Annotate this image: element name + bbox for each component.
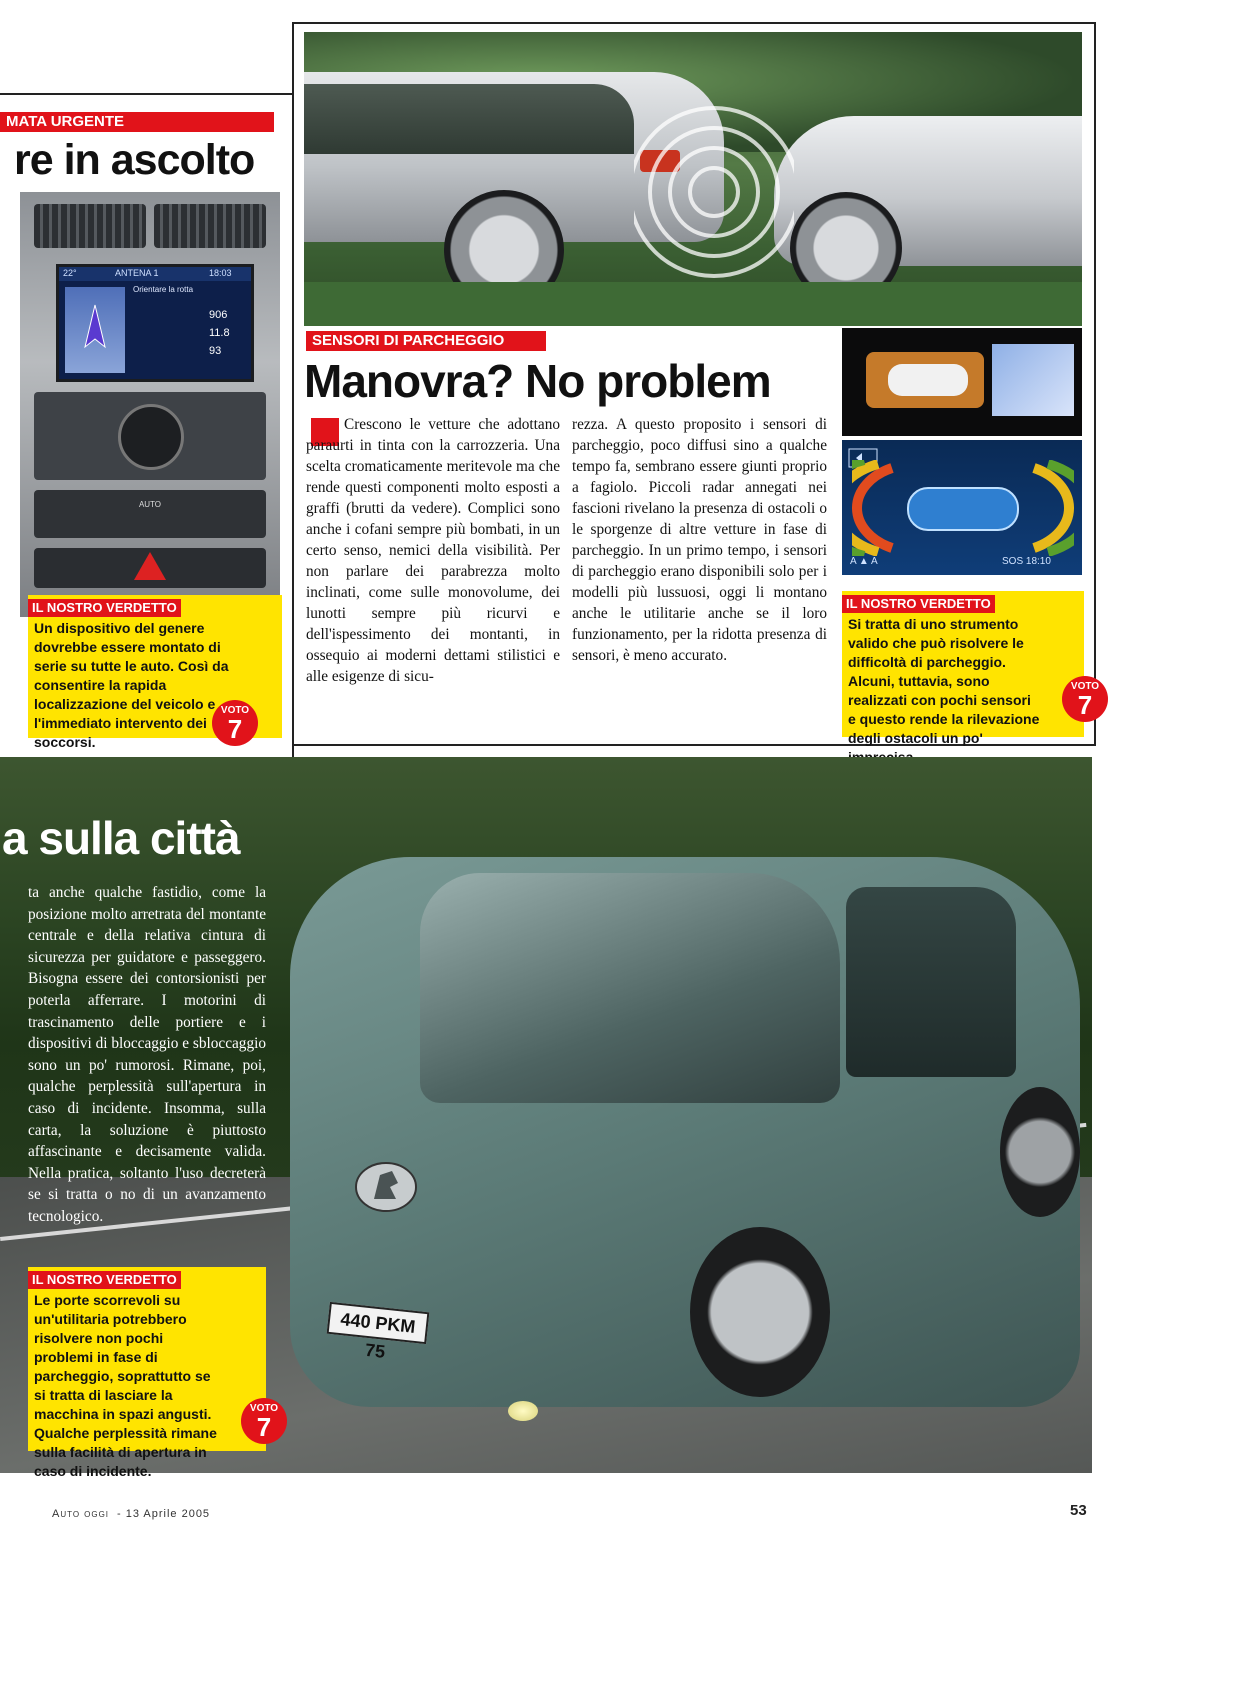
verdict-text: Le porte scorrevoli su un'utilitaria potrebbero risolvere non pochi problemi in fase di parcheggio, soprattutto se si tratta di lasciare la macchina in spazi angusti. Qualche perplessità rimane sulla facilità di apertura in caso di incidente. [34, 1292, 217, 1479]
sensor-arcs-graphic [852, 460, 1074, 556]
page-number: 53 [1070, 1502, 1087, 1519]
footer-date: - 13 Aprile 2005 [117, 1508, 211, 1520]
voto-value: 7 [256, 1412, 272, 1442]
wheel [1000, 1087, 1080, 1217]
parking-cars-photo [304, 32, 1082, 326]
parking-column-1 [306, 414, 560, 687]
parking-col1-text: Crescono le vetture che adottano paraurti in tinta con la carrozzeria. Una scelta cromaticamente meritevole ma che rende questi componenti molto esposti a graffi (brutti da vedere). Complici sono anche i cofani sempre più bombati, in un certo senso, nemici della visibilità. Per non parlare dei parabrezza molto inclinati, come sulle monovolume, dei lunotti sempre più ricurvi e dell'ispessimento dei montanti, in ossequio ai moderni dettami stilistici e alle esigenze di sicu- [306, 416, 560, 685]
left-box-headline: re in ascolto [14, 136, 255, 184]
compass-arrow-icon [65, 287, 125, 373]
parking-col2-text: rezza. A questo proposito i sensori di parcheggio, poco diffusi sino a qualche tempo fa, sembrano essere giunti proprio a fagiolo. Piccoli radar annegati nei fascioni rivelano la presenza di ostacoli o le sporgenze di altre vetture in fase di parcheggio. In un primo tempo, i sensori di parcheggio erano disponibili solo per i modelli più lussuosi, oggi li montano anche le utilitarie anche se il loro funzionamento, per la ridotta presenza di sensori, è meno accurato. [572, 416, 827, 664]
navigation-screen [56, 264, 254, 382]
dashboard-photo [20, 192, 280, 617]
footer-magazine: Auto oggi [52, 1508, 110, 1520]
parking-headline: Manovra? No problem [304, 355, 771, 407]
climate-auto-button: AUTO [138, 500, 162, 509]
city-body-text: ta anche qualche fastidio, come la posizione molto arretrata del montante centrale e della relativa cintura di sicurezza per guidatore e passeggero. Bisogna essere dei contorsionisti per poterla afferrare. I motorini di trascinamento delle portiere e i dispositivi di bloccaggio e sbloccaggio sono un po' rumorosi. Rimane, poi, qualche perplessità sull'apertura in caso di incidente. Insomma, sulla carta, la soluzione è piuttosto affascinante e decisamente valida. Nella pratica, soltanto l'uso decreterà se si tratta o no di un avanzamento tecnologico. [28, 884, 266, 1225]
voto-label: VOTO [220, 705, 250, 716]
air-vent [154, 204, 266, 248]
road-grass [304, 282, 1082, 326]
verdict-label: IL NOSTRO VERDETTO [28, 599, 181, 617]
air-vent [34, 204, 146, 248]
parking-column-2 [572, 414, 827, 666]
verdict-text: Si tratta di uno strumento valido che può risolvere le difficoltà di parcheggio. Alcuni, tuttavia, sono realizzati con pochi sensori e questo rende la rilevazione degli ostacoli un po' [848, 616, 1040, 746]
city-body-column [28, 882, 266, 1228]
car-window [304, 84, 634, 154]
wheel [690, 1227, 830, 1397]
readout-1: 906 [209, 309, 228, 321]
status-temp: 22° [63, 268, 77, 278]
voto-value: 7 [1077, 690, 1093, 720]
voto-badge [241, 1398, 287, 1444]
voto-badge [212, 700, 258, 746]
peugeot-lion-logo-icon [346, 1157, 426, 1217]
voto-label: VOTO [249, 1403, 279, 1414]
nav-map [992, 344, 1074, 416]
verdict-text: Un dispositivo del genere dovrebbe essere montato di serie su tutte le auto. Così da consentire la rapida localizzazione del veicolo e l'immediato intervento dei soccorsi. [34, 620, 229, 750]
city-headline: a sulla città [2, 812, 240, 864]
parking-tag: SENSORI DI PARCHEGGIO [306, 331, 546, 351]
license-plate: 440 PKM 75 [327, 1302, 430, 1344]
status-radio: ANTENA 1 [115, 268, 159, 278]
fog-light [508, 1401, 538, 1421]
voto-badge [1062, 676, 1108, 722]
readout-2: 11.8 [209, 327, 230, 339]
car-topview-body [888, 364, 968, 396]
sensor-screen-2 [842, 440, 1082, 575]
left-box-tag: MATA URGENTE [0, 112, 274, 132]
voto-label: VOTO [1070, 681, 1100, 692]
hazard-icon [130, 548, 170, 584]
screen2-left-label: A ▲ A [850, 556, 878, 567]
screen2-status: SOS 18:10 [1002, 556, 1051, 567]
radar-waves-icon [634, 92, 794, 292]
car-windshield [420, 873, 840, 1103]
control-knob [118, 404, 184, 470]
voto-value: 7 [227, 714, 243, 744]
parking-verdict-box [842, 591, 1084, 746]
verdict-label: IL NOSTRO VERDETTO [28, 1271, 181, 1289]
car-side-window [846, 887, 1016, 1077]
menu-title: Orientare la rotta [133, 285, 194, 294]
map-panel [65, 287, 125, 373]
status-clock: 18:03 [209, 268, 232, 278]
climate-panel [34, 490, 266, 538]
readout-3: 93 [209, 345, 222, 357]
city-verdict-box [28, 1267, 266, 1479]
verdict-label: IL NOSTRO VERDETTO [842, 595, 995, 613]
sensor-screen-1 [842, 328, 1082, 436]
